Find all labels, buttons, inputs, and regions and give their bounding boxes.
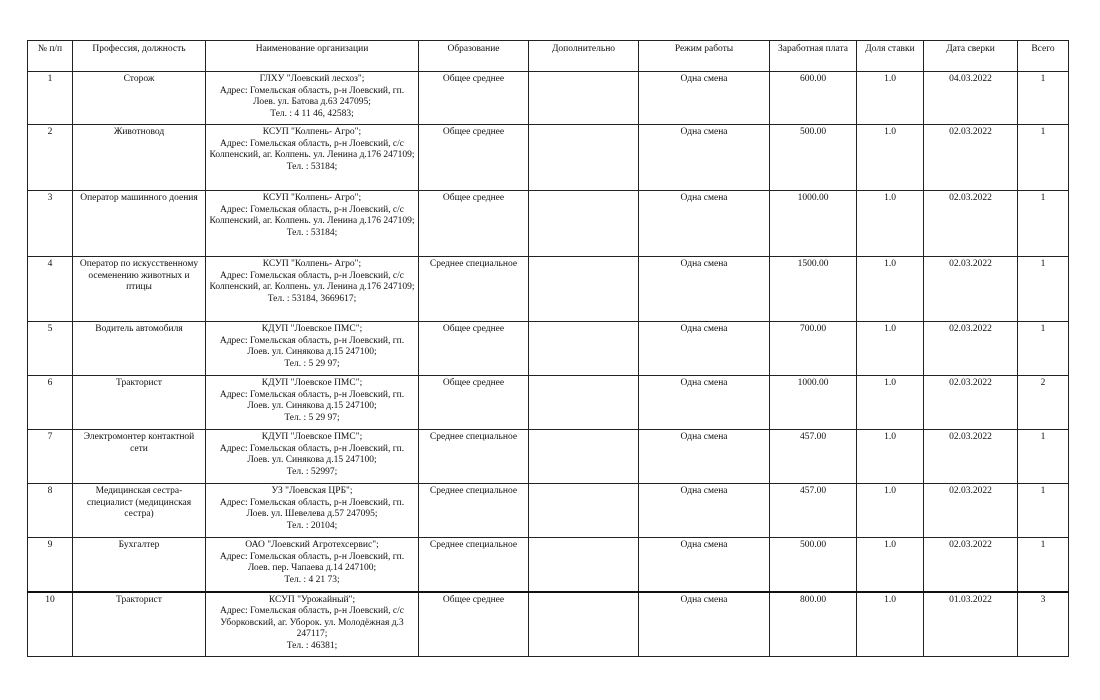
cell-profession: Бухгалтер <box>73 538 206 592</box>
header-salary: Заработная плата <box>770 41 857 72</box>
cell-salary: 500.00 <box>770 538 857 592</box>
cell-education: Общее среднее <box>419 376 529 430</box>
table-row <box>28 592 1069 657</box>
cell-total: 1 <box>1018 257 1069 322</box>
cell-organization <box>206 376 419 430</box>
org-address: Адрес: Гомельская область, р-н Лоевский, гп. Лоев. ул. Батова д.63 247095; <box>219 85 405 107</box>
cell-num: 3 <box>28 191 73 257</box>
cell-check-date: 02.03.2022 <box>924 484 1018 538</box>
cell-rate: 1.0 <box>857 257 924 322</box>
cell-work-mode: Одна смена <box>639 592 770 657</box>
table-row <box>28 191 1069 257</box>
cell-additional <box>529 592 639 657</box>
cell-rate: 1.0 <box>857 538 924 592</box>
cell-organization <box>206 484 419 538</box>
cell-salary: 500.00 <box>770 125 857 191</box>
cell-work-mode: Одна смена <box>639 257 770 322</box>
cell-check-date: 02.03.2022 <box>924 191 1018 257</box>
cell-check-date: 04.03.2022 <box>924 72 1018 125</box>
cell-organization <box>206 72 419 125</box>
cell-education: Среднее специальное <box>419 430 529 484</box>
cell-rate: 1.0 <box>857 322 924 376</box>
cell-profession: Медицинская сестра-специалист (медицинская сестра) <box>73 484 206 538</box>
cell-education: Среднее специальное <box>419 538 529 592</box>
table-row <box>28 376 1069 430</box>
cell-organization <box>206 538 419 592</box>
org-address: Адрес: Гомельская область, р-н Лоевский, гп. Лоев. ул. Синякова д.15 247100; <box>219 389 405 411</box>
cell-num: 1 <box>28 72 73 125</box>
cell-education: Общее среднее <box>419 191 529 257</box>
cell-organization <box>206 191 419 257</box>
org-phone: Тел. : 20104; <box>286 520 338 531</box>
cell-work-mode: Одна смена <box>639 376 770 430</box>
cell-check-date: 02.03.2022 <box>924 125 1018 191</box>
cell-salary: 1000.00 <box>770 376 857 430</box>
cell-check-date: 02.03.2022 <box>924 538 1018 592</box>
cell-education: Общее среднее <box>419 322 529 376</box>
cell-work-mode: Одна смена <box>639 191 770 257</box>
cell-organization <box>206 322 419 376</box>
header-organization: Наименование организации <box>206 41 419 72</box>
cell-profession: Водитель автомобиля <box>73 322 206 376</box>
cell-num: 8 <box>28 484 73 538</box>
table-row <box>28 257 1069 322</box>
cell-check-date: 02.03.2022 <box>924 257 1018 322</box>
org-phone: Тел. : 53184, 3669617; <box>267 293 357 304</box>
cell-salary: 457.00 <box>770 484 857 538</box>
org-phone: Тел. : 5 29 97; <box>284 412 340 423</box>
cell-additional <box>529 430 639 484</box>
cell-work-mode: Одна смена <box>639 125 770 191</box>
cell-total: 1 <box>1018 538 1069 592</box>
cell-profession: Тракторист <box>73 376 206 430</box>
cell-total: 1 <box>1018 72 1069 125</box>
org-address: Адрес: Гомельская область, р-н Лоевский, с/с Колпенский, аг. Колпень. ул. Ленина д.176 247109; <box>209 204 415 226</box>
cell-salary: 800.00 <box>770 592 857 657</box>
table-row <box>28 322 1069 376</box>
header-work-mode: Режим работы <box>639 41 770 72</box>
cell-additional <box>529 484 639 538</box>
table-row <box>28 125 1069 191</box>
cell-total: 1 <box>1018 191 1069 257</box>
org-address: Адрес: Гомельская область, р-н Лоевский, с/с Колпенский, аг. Колпень. ул. Ленина д.176 247109; <box>209 270 415 292</box>
cell-organization <box>206 430 419 484</box>
cell-num: 5 <box>28 322 73 376</box>
cell-profession: Оператор по искусственному осеменению животных и птицы <box>73 257 206 322</box>
cell-num: 9 <box>28 538 73 592</box>
cell-additional <box>529 322 639 376</box>
cell-check-date: 02.03.2022 <box>924 430 1018 484</box>
header-check-date: Дата сверки <box>924 41 1018 72</box>
org-name: ГЛХУ "Лоевский лесхоз"; <box>259 74 365 84</box>
org-name: КСУП "Урожайный"; <box>268 594 356 605</box>
cell-rate: 1.0 <box>857 72 924 125</box>
cell-total: 1 <box>1018 484 1069 538</box>
org-name: КДУП "Лоевское ПМС"; <box>261 324 363 334</box>
cell-num: 6 <box>28 376 73 430</box>
header-total: Всего <box>1018 41 1069 72</box>
org-address: Адрес: Гомельская область, р-н Лоевский, с/с Колпенский, аг. Колпень. ул. Ленина д.176 247109; <box>209 138 415 160</box>
cell-salary: 600.00 <box>770 72 857 125</box>
org-name: КСУП "Колпень- Агро"; <box>262 127 362 137</box>
cell-num: 2 <box>28 125 73 191</box>
org-phone: Тел. : 4 11 46, 42583; <box>270 108 354 119</box>
org-phone: Тел. : 4 21 73; <box>284 574 340 585</box>
cell-work-mode: Одна смена <box>639 72 770 125</box>
org-phone: Тел. : 5 29 97; <box>284 358 340 369</box>
cell-education: Общее среднее <box>419 72 529 125</box>
cell-check-date: 02.03.2022 <box>924 376 1018 430</box>
org-address: Адрес: Гомельская область, р-н Лоевский, гп. Лоев. пер. Чапаева д.14 247100; <box>219 551 405 573</box>
table-row <box>28 538 1069 592</box>
cell-rate: 1.0 <box>857 125 924 191</box>
org-name: КСУП "Колпень- Агро"; <box>262 193 362 203</box>
org-address: Адрес: Гомельская область, р-н Лоевский, с/с Уборковский, аг. Уборок. ул. Молодёжная д.3 247117; <box>220 606 404 639</box>
cell-num: 10 <box>28 592 73 657</box>
header-additional: Дополнительно <box>529 41 639 72</box>
cell-salary: 1500.00 <box>770 257 857 322</box>
cell-organization <box>206 592 419 657</box>
cell-rate: 1.0 <box>857 430 924 484</box>
cell-profession: Сторож <box>73 72 206 125</box>
org-address: Адрес: Гомельская область, р-н Лоевский, гп. Лоев. ул. Синякова д.15 247100; <box>219 443 405 465</box>
cell-education: Среднее специальное <box>419 257 529 322</box>
cell-total: 1 <box>1018 125 1069 191</box>
header-rate: Доля ставки <box>857 41 924 72</box>
cell-total: 1 <box>1018 430 1069 484</box>
org-phone: Тел. : 53184; <box>286 161 338 172</box>
cell-rate: 1.0 <box>857 484 924 538</box>
cell-profession: Оператор машинного доения <box>73 191 206 257</box>
org-name: КСУП "Колпень- Агро"; <box>262 259 362 269</box>
cell-education: Общее среднее <box>419 125 529 191</box>
header-education: Образование <box>419 41 529 72</box>
cell-additional <box>529 538 639 592</box>
org-phone: Тел. : 52997; <box>286 466 338 477</box>
cell-additional <box>529 376 639 430</box>
cell-additional <box>529 257 639 322</box>
cell-salary: 1000.00 <box>770 191 857 257</box>
org-name: УЗ "Лоевская ЦРБ"; <box>271 486 353 496</box>
cell-work-mode: Одна смена <box>639 322 770 376</box>
cell-work-mode: Одна смена <box>639 538 770 592</box>
org-name: КДУП "Лоевское ПМС"; <box>261 432 363 442</box>
cell-total: 1 <box>1018 322 1069 376</box>
cell-rate: 1.0 <box>857 592 924 657</box>
cell-total: 3 <box>1018 592 1069 657</box>
cell-education: Общее среднее <box>419 592 529 657</box>
org-address: Адрес: Гомельская область, р-н Лоевский, гп. Лоев. ул. Синякова д.15 247100; <box>219 335 405 357</box>
cell-organization <box>206 257 419 322</box>
org-name: КДУП "Лоевское ПМС"; <box>261 378 363 388</box>
cell-check-date: 02.03.2022 <box>924 322 1018 376</box>
table-header-row <box>28 41 1069 72</box>
org-phone: Тел. : 53184; <box>286 227 338 238</box>
cell-organization <box>206 125 419 191</box>
cell-num: 7 <box>28 430 73 484</box>
table-row <box>28 430 1069 484</box>
cell-education: Среднее специальное <box>419 484 529 538</box>
cell-profession: Электромонтер контактной сети <box>73 430 206 484</box>
cell-profession: Тракторист <box>73 592 206 657</box>
cell-rate: 1.0 <box>857 191 924 257</box>
cell-work-mode: Одна смена <box>639 430 770 484</box>
cell-num: 4 <box>28 257 73 322</box>
cell-salary: 457.00 <box>770 430 857 484</box>
header-profession: Профессия, должность <box>73 41 206 72</box>
cell-additional <box>529 72 639 125</box>
table-row <box>28 484 1069 538</box>
table-row <box>28 72 1069 125</box>
vacancy-table <box>27 40 1069 657</box>
header-num: № п/п <box>28 41 73 72</box>
cell-work-mode: Одна смена <box>639 484 770 538</box>
cell-rate: 1.0 <box>857 376 924 430</box>
org-name: ОАО "Лоевский Агротехсервис"; <box>245 540 379 550</box>
cell-check-date: 01.03.2022 <box>924 592 1018 657</box>
cell-additional <box>529 125 639 191</box>
org-address: Адрес: Гомельская область, р-н Лоевский, гп. Лоев. ул. Шевелева д.57 247095; <box>219 497 405 519</box>
cell-additional <box>529 191 639 257</box>
cell-profession: Животновод <box>73 125 206 191</box>
cell-total: 2 <box>1018 376 1069 430</box>
org-phone: Тел. : 46381; <box>286 640 338 651</box>
cell-salary: 700.00 <box>770 322 857 376</box>
